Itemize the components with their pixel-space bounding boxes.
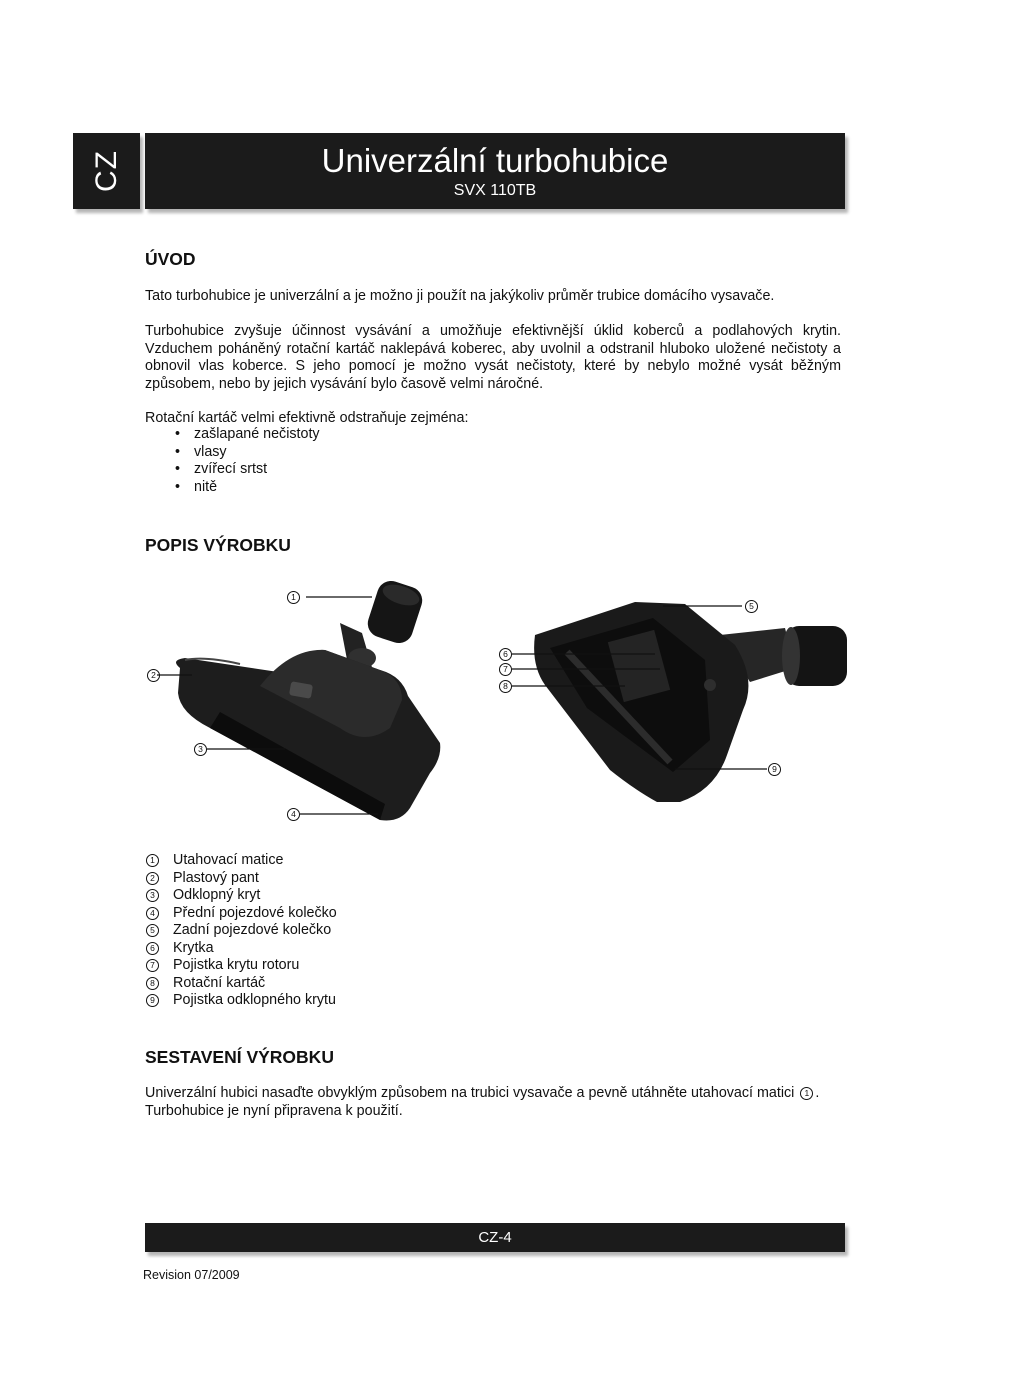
title-bar	[145, 133, 845, 209]
list-item: • vlasy	[145, 444, 320, 462]
callout-9: 9	[768, 763, 781, 776]
part-number: 4	[146, 907, 159, 920]
list-item	[145, 922, 337, 940]
page-title: Univerzální turbohubice	[321, 142, 669, 179]
assembly-text: Univerzální hubici nasaďte obvyklým způsobem na trubici vysavače a pevně utáhněte utahovací matici	[145, 1085, 795, 1101]
footer-bar	[145, 1223, 845, 1252]
intro-paragraph-1: Tato turbohubice je univerzální a je možno ji použít na jakýkoliv průměr trubice domácího vysavače.	[145, 288, 775, 304]
assembly-punct: .	[815, 1085, 820, 1101]
list-item	[145, 940, 337, 958]
callout-6: 6	[499, 648, 512, 661]
part-number: 7	[146, 959, 159, 972]
part-label: Pojistka odklopného krytu	[173, 992, 336, 1008]
assembly-text-2: Turbohubice je nyní připravena k použití.	[145, 1102, 403, 1119]
list-item: • zašlapané nečistoty	[145, 426, 320, 444]
list-item	[145, 957, 337, 975]
part-label: Rotační kartáč	[173, 974, 266, 991]
nozzle-top-view-figure	[140, 578, 460, 838]
language-code: CZ	[89, 150, 123, 192]
model-number: SVX 110TB	[453, 182, 537, 199]
part-label: Pojistka krytu rotoru	[173, 957, 300, 973]
list-item	[145, 852, 337, 870]
list-item	[145, 975, 337, 993]
part-label: Přední pojezdové kolečko	[173, 904, 337, 921]
nozzle-bottom-view-figure	[495, 590, 855, 815]
revision-note: Revision 07/2009	[143, 1268, 240, 1282]
assembly-part-reference: 1	[800, 1087, 813, 1100]
part-number: 8	[146, 977, 159, 990]
assembly-paragraph	[145, 1085, 841, 1120]
list-item: • zvířecí srtst	[145, 461, 320, 479]
description-heading: POPIS VÝROBKU	[145, 535, 291, 555]
part-number: 1	[146, 854, 159, 867]
part-number: 5	[146, 924, 159, 937]
intro-bullet-list	[145, 426, 320, 496]
assembly-heading: SESTAVENÍ VÝROBKU	[145, 1047, 334, 1067]
part-number: 2	[146, 872, 159, 885]
part-label: Plastový pant	[173, 869, 259, 886]
list-item	[145, 992, 337, 1010]
callout-3: 3	[194, 743, 207, 756]
callout-7: 7	[499, 663, 512, 676]
list-item: • nitě	[145, 479, 320, 497]
list-item	[145, 887, 337, 905]
callout-2: 2	[147, 669, 160, 682]
list-item	[145, 870, 337, 888]
intro-paragraph-3: Rotační kartáč velmi efektivně odstraňuje zejména:	[145, 410, 469, 426]
parts-list	[145, 852, 337, 1010]
part-number: 3	[146, 889, 159, 902]
intro-heading: ÚVOD	[145, 249, 196, 269]
part-label: Krytka	[173, 939, 214, 956]
part-number: 9	[146, 994, 159, 1007]
intro-paragraph-2: Turbohubice zvyšuje účinnost vysávání a umožňuje efektivnější úklid koberců a podlahových krytin. Vzduchem poháněný rotační kartáč naklepává koberec, aby uvolnil a odstranil hluboko uložené nečistoty a obnovil vlas koberce. S jeho pomocí je možno vysát nečistoty, které by nebylo možné vysát běžným způsobem, nebo by jejich vysávání bylo časově velmi náročné.	[145, 323, 841, 392]
language-tab	[73, 133, 140, 209]
callout-4: 4	[287, 808, 300, 821]
part-label: Utahovací matice	[173, 852, 284, 868]
part-label: Odklopný kryt	[173, 887, 261, 903]
page-number: CZ-4	[478, 1229, 512, 1246]
list-item	[145, 905, 337, 923]
callout-5: 5	[745, 600, 758, 613]
callout-1: 1	[287, 591, 300, 604]
part-label: Zadní pojezdové kolečko	[173, 922, 332, 938]
callout-8: 8	[499, 680, 512, 693]
part-number: 6	[146, 942, 159, 955]
